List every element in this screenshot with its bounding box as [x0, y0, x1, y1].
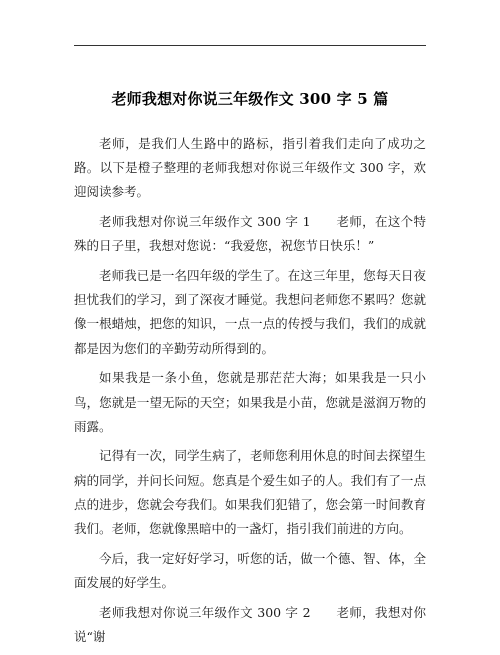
- paragraph: 记得有一次，同学生病了，老师您利用休息的时间去探望生病的同学，并问长问短。您真是个爱生如子的人。我们有了一点点的进步，您就会夸我们。如果我们犯错了，您会第一时间教育我们。老师，您就像黑暗中的一盏灯，指引我们前进的方向。: [74, 448, 426, 537]
- header-rule: [74, 45, 426, 46]
- document-title: 老师我想对你说三年级作文 300 字 5 篇: [111, 90, 389, 108]
- paragraph: 老师，是我们人生路中的路标，指引着我们走向了成功之路。以下是橙子整理的老师我想对你说三年级作文 300 字，欢迎阅读参考。: [74, 136, 426, 200]
- paragraph: 今后，我一定好好学习，听您的话，做一个德、智、体，全面发展的好学生。: [74, 550, 426, 590]
- paragraph: 老师我想对你说三年级作文 300 字 2 老师，我想对你说“谢: [74, 604, 426, 644]
- document-body: [74, 132, 426, 655]
- paragraph: 如果我是一条小鱼，您就是那茫茫大海；如果我是一只小鸟，您就是一望无际的天空；如果我是小苗，您就是滋润万物的雨露。: [74, 370, 426, 434]
- paragraph: 老师我已是一名四年级的学生了。在这三年里，您每天日夜担忧我们的学习，到了深夜才睡觉。我想问老师您不累吗？您就像一根蜡烛，把您的知识，一点一点的传授与我们，我们的成就都是因为您们的辛勤劳动所得到的。: [74, 268, 426, 356]
- paragraph: 老师我想对你说三年级作文 300 字 1 老师，在这个特殊的日子里，我想对您说：“我爱您，祝您节日快乐！”: [74, 214, 426, 254]
